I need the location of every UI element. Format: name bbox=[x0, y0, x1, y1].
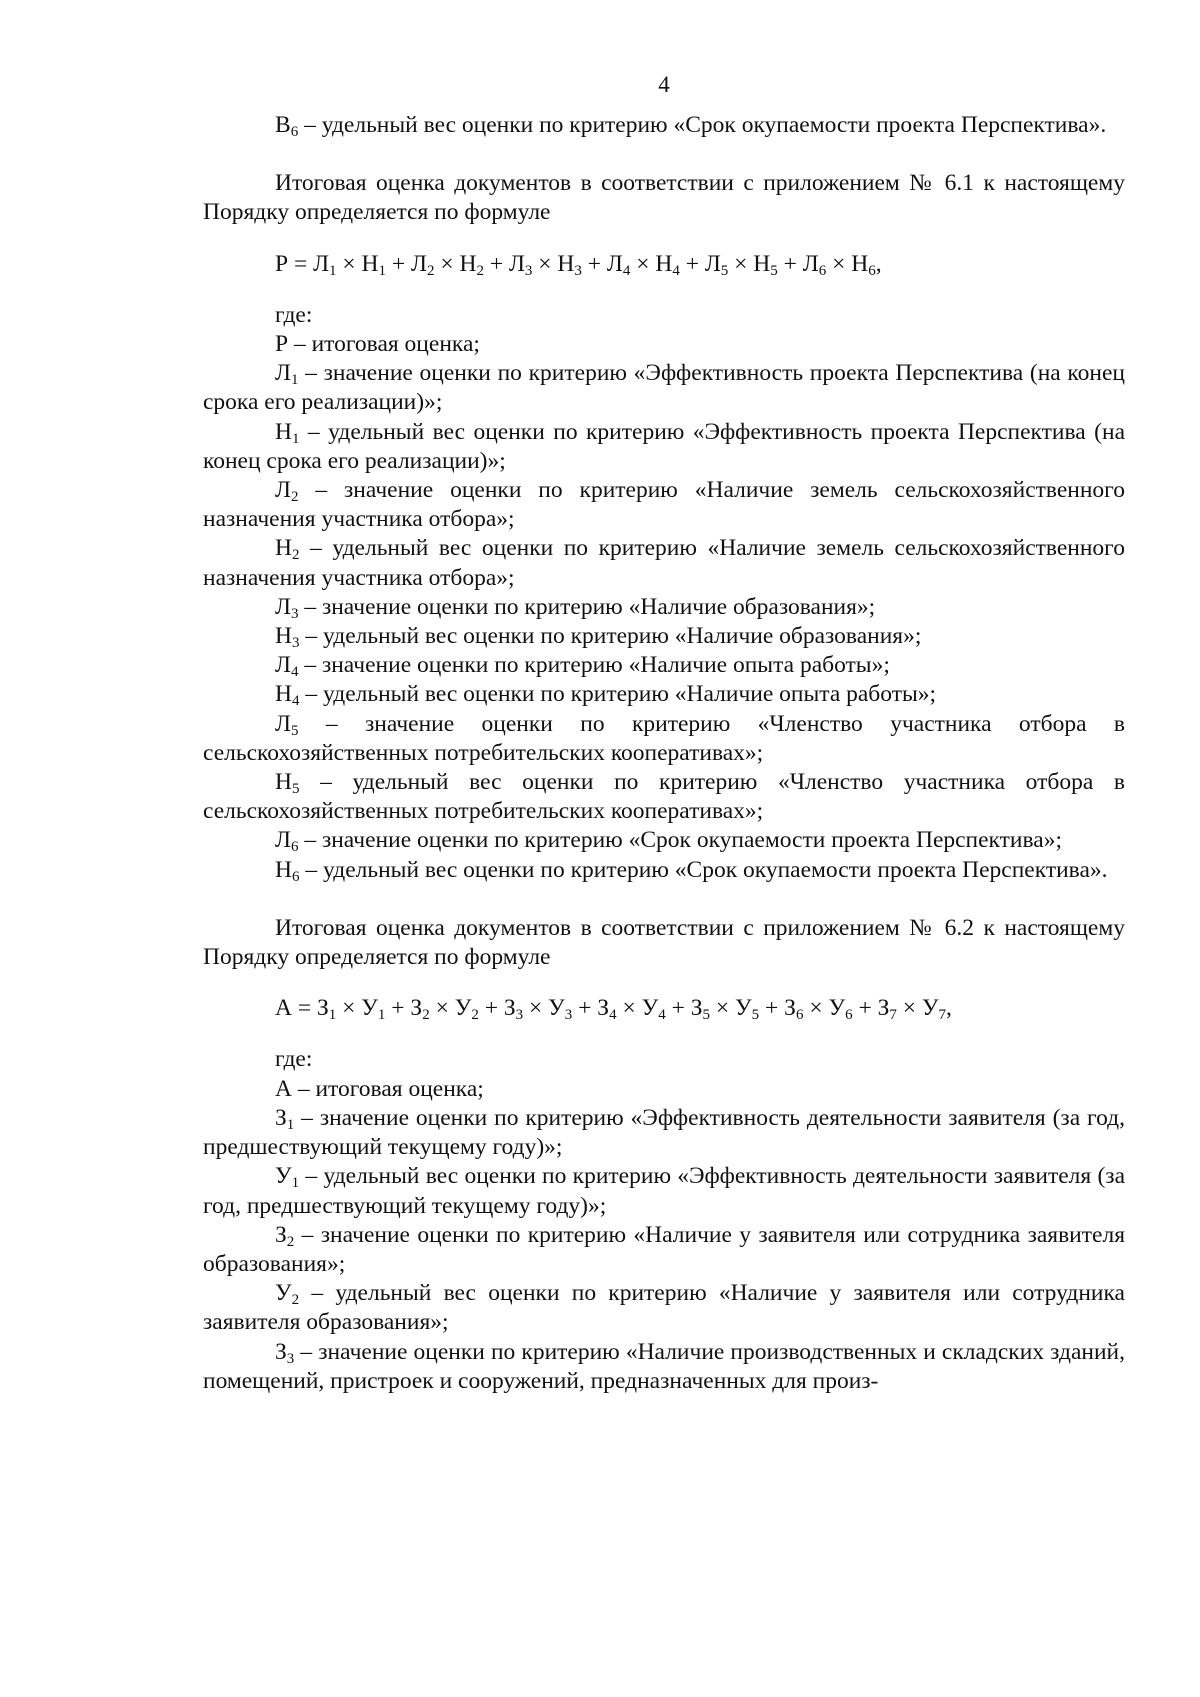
paragraph: $Н_6$ – удельный вес оценки по критерию «Срок окупаемости проекта Перспектива». bbox=[275, 856, 1108, 885]
paragraph: $Н_2$ – удельный вес оценки по критерию «Наличие земель сельскохозяйственного назначения участника отбора»; bbox=[203, 535, 1125, 591]
paragraph: $Л_3$ – значение оценки по критерию «Наличие образования»; bbox=[275, 593, 876, 622]
formula-spacer bbox=[203, 228, 1125, 250]
formula-spacer bbox=[203, 1023, 1125, 1045]
paragraph: где: bbox=[275, 301, 313, 328]
paragraph: $Н_4$ – удельный вес оценки по критерию «Наличие опыта работы»; bbox=[275, 681, 937, 710]
paragraph: $У_2$ – удельный вес оценки по критерию «Наличие у заявителя или сотрудника заявителя образования»; bbox=[203, 1280, 1125, 1336]
formula-spacer bbox=[203, 279, 1125, 301]
formula: $А = З_1 \times У_1 + З_2 \times У_2 + З_3 \times У_3 + З_4 \times У_4 + З_5 \times У_5 + З_6 \times У_6 + З_7 \times У_7$, bbox=[275, 995, 952, 1024]
paragraph: Р – итоговая оценка; bbox=[275, 331, 480, 358]
paragraph-spacer bbox=[203, 885, 1125, 914]
document-body bbox=[203, 111, 1125, 1396]
formula: $Р = Л_1 \times Н_1 + Л_2 \times Н_2 + Л_3 \times Н_3 + Л_4 \times Н_4 + Л_5 \times Н_5 + Л_6 \times Н_6$, bbox=[275, 250, 882, 279]
paragraph: $В_6$ – удельный вес оценки по критерию «Срок окупаемости проекта Перспектива». bbox=[275, 112, 1107, 140]
paragraph: $Н_1$ – удельный вес оценки по критерию «Эффективность проекта Перспектива (на конец срока его реализации)»; bbox=[203, 418, 1125, 474]
paragraph: $Л_4$ – значение оценки по критерию «Наличие опыта работы»; bbox=[275, 652, 890, 681]
paragraph: Итоговая оценка документов в соответствии с приложением № 6.1 к настоящему Порядку определяется по формуле bbox=[203, 170, 1125, 226]
paragraph: $Л_5$ – значение оценки по критерию «Членство участника отбора в сельскохозяйственных потребительских кооперативах»; bbox=[203, 710, 1125, 766]
paragraph: $Н_3$ – удельный вес оценки по критерию «Наличие образования»; bbox=[275, 623, 922, 652]
page-number: 4 bbox=[658, 72, 670, 97]
paragraph: $З_3$ – значение оценки по критерию «Наличие производственных и складских зданий, помещений, пристроек и сооружений, предназначенных для произ- bbox=[203, 1338, 1125, 1394]
paragraph: $З_2$ – значение оценки по критерию «Наличие у заявителя или сотрудника заявителя образования»; bbox=[203, 1221, 1125, 1277]
paragraph: А – итоговая оценка; bbox=[275, 1075, 484, 1102]
paragraph-spacer bbox=[203, 140, 1125, 169]
paragraph: $Н_5$ – удельный вес оценки по критерию «Членство участника отбора в сельскохозяйственных потребительских кооперативах»; bbox=[203, 769, 1125, 825]
paragraph: $Л_1$ – значение оценки по критерию «Эффективность проекта Перспектива (на конец срока его реализации)»; bbox=[203, 360, 1125, 416]
paragraph: $Л_6$ – значение оценки по критерию «Срок окупаемости проекта Перспектива»; bbox=[275, 827, 1063, 856]
paragraph: $У_1$ – удельный вес оценки по критерию «Эффективность деятельности заявителя (за год, предшествующий текущему году)»; bbox=[203, 1163, 1125, 1219]
paragraph: Итоговая оценка документов в соответствии с приложением № 6.2 к настоящему Порядку определяется по формуле bbox=[203, 914, 1125, 971]
formula-spacer bbox=[203, 972, 1125, 994]
paragraph: где: bbox=[275, 1046, 313, 1073]
paragraph: $Л_2$ – значение оценки по критерию «Наличие земель сельскохозяйственного назначения участника отбора»; bbox=[203, 477, 1125, 533]
paragraph: $З_1$ – значение оценки по критерию «Эффективность деятельности заявителя (за год, предшествующий текущему году)»; bbox=[203, 1104, 1125, 1161]
